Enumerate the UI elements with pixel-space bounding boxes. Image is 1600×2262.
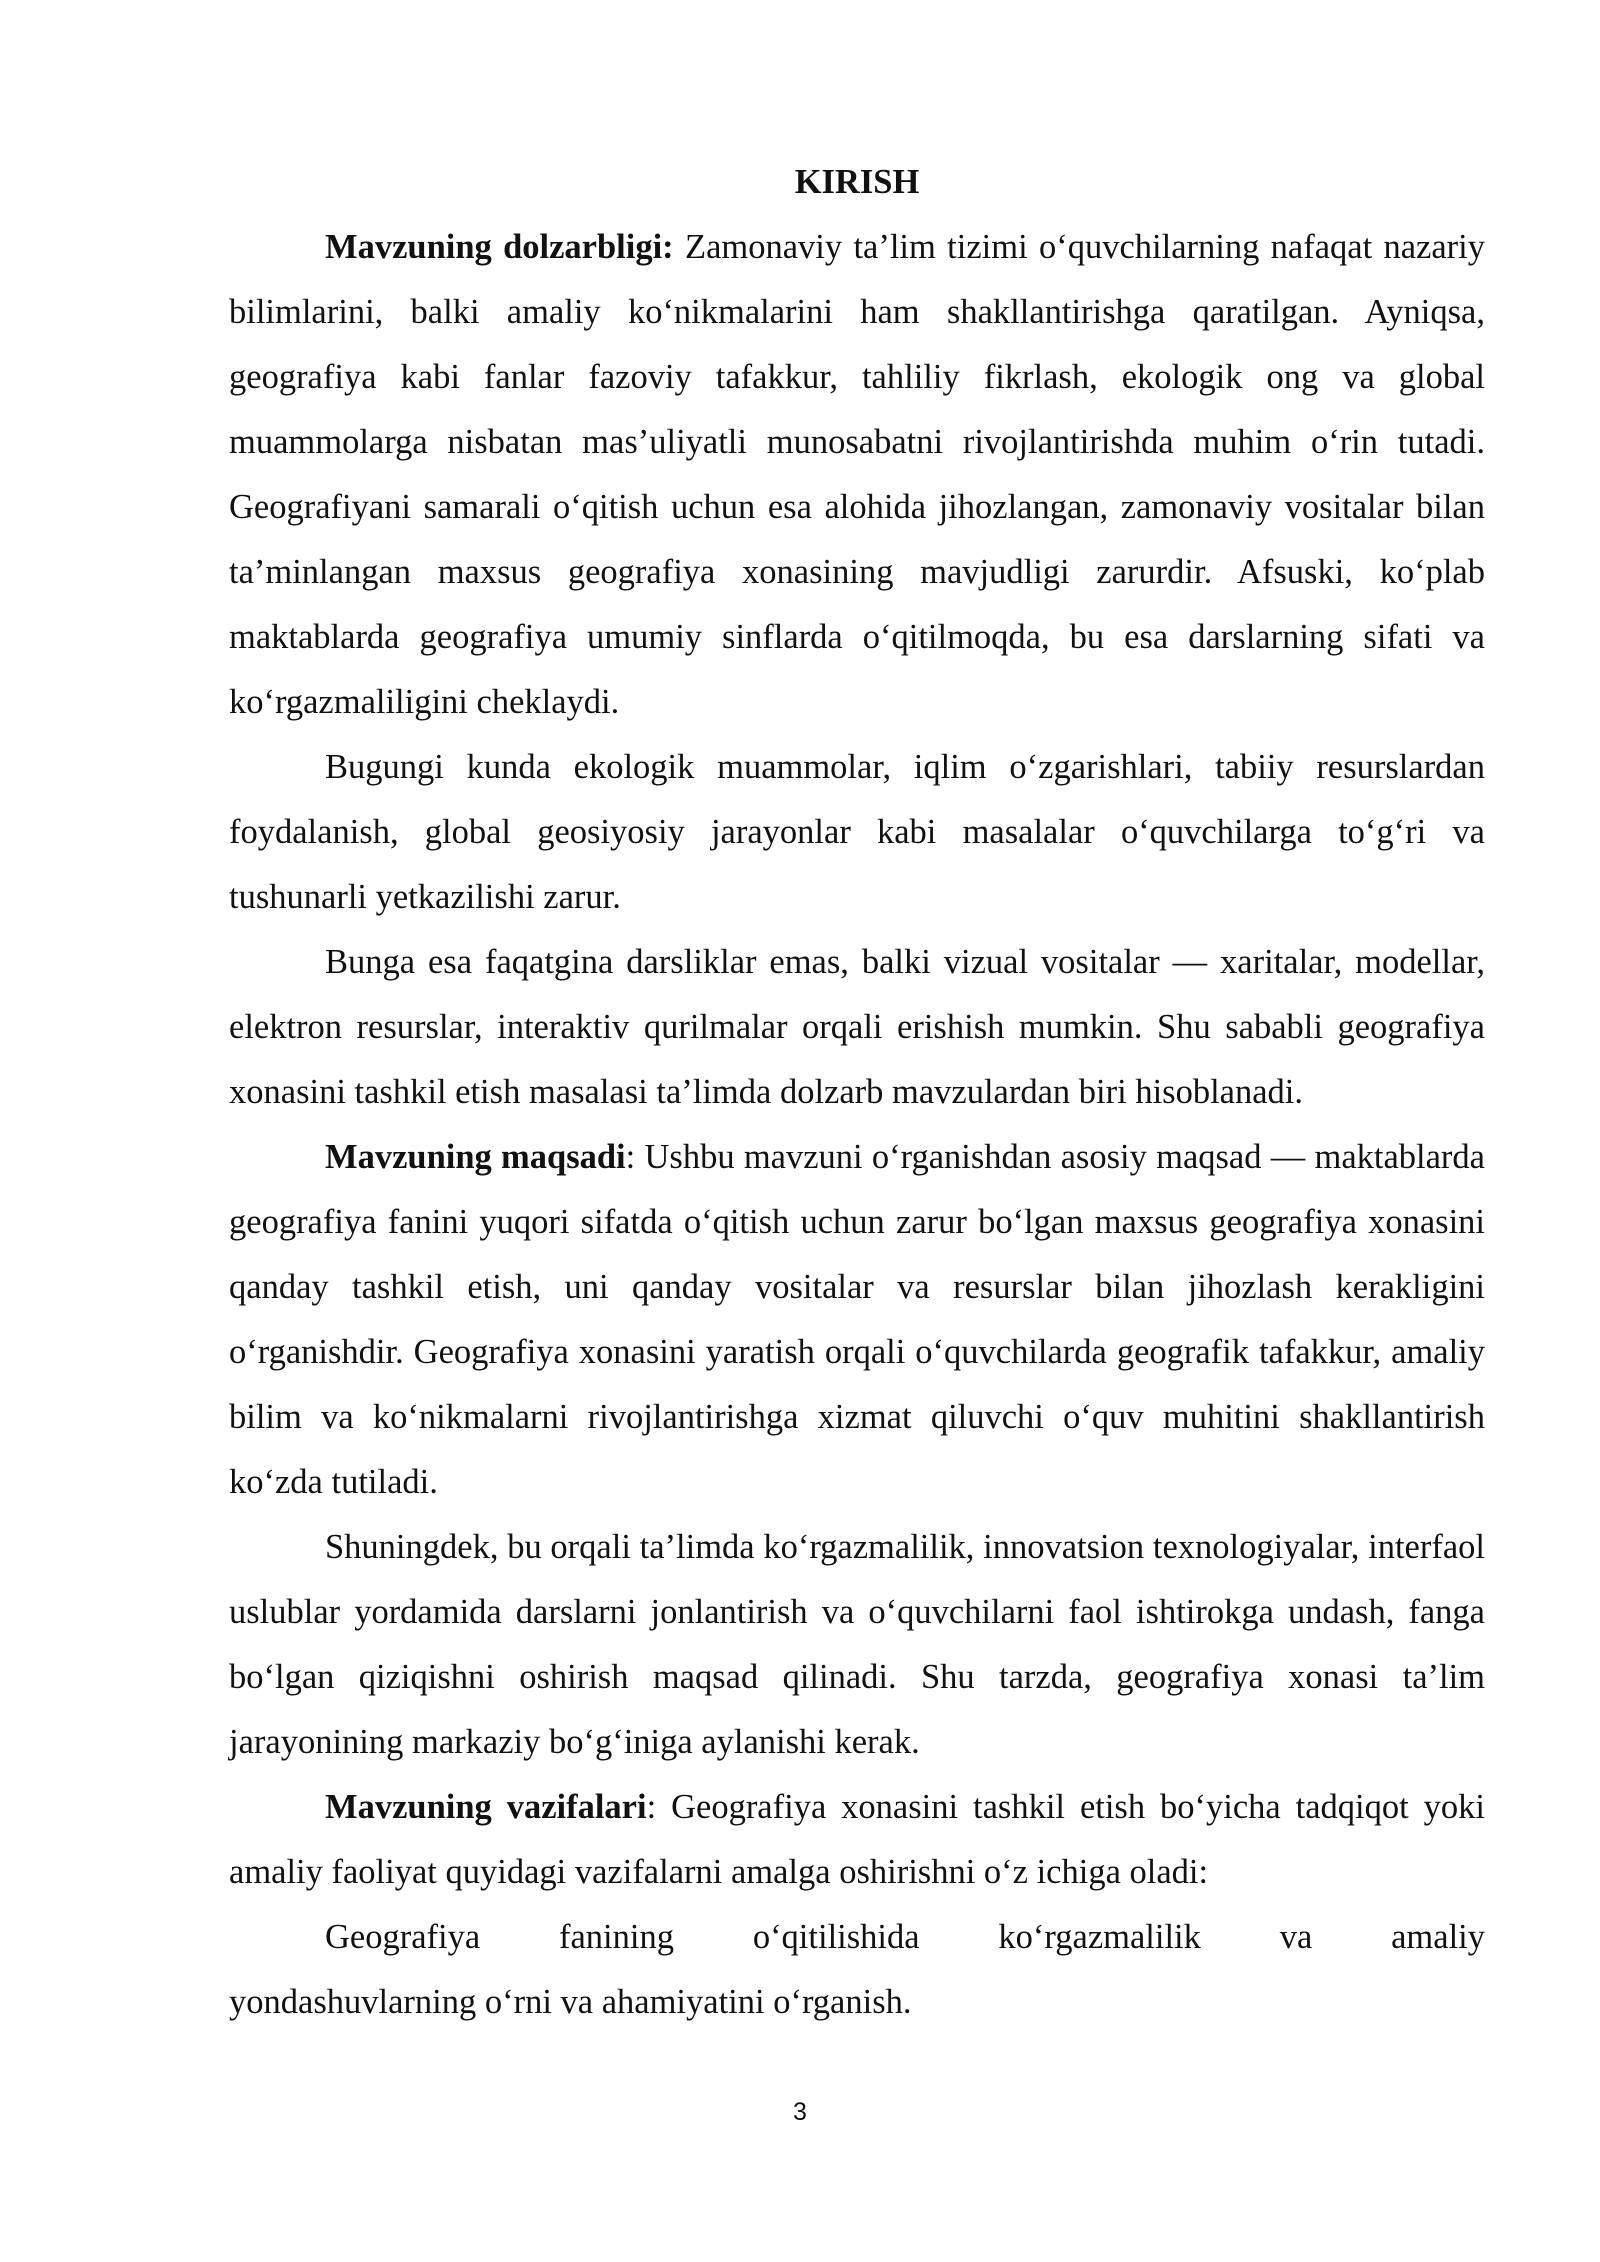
paragraph-lead: Mavzuning vazifalari (325, 1788, 647, 1826)
paragraph-text: Geografiya fanining o‘qitilishida ko‘rgazmalilik va amaliy (325, 1918, 1485, 1956)
paragraph-text: Bunga esa faqatgina darsliklar emas, balki vizual vositalar — xaritalar, modellar, elektron resurslar, interaktiv qurilmalar orqali erishish mumkin. Shu sababli geografiya xonasini tashkil etish masalasi ta’limda dolzarb mavzulardan biri hisoblanadi. (229, 943, 1485, 1111)
paragraph-text: Bugungi kunda ekologik muammolar, iqlim o‘zgarishlari, tabiiy resurslardan foydalanish, global geosiyosiy jarayonlar kabi masalalar o‘quvchilarga to‘g‘ri va tushunarli yetkazilishi zarur. (229, 748, 1485, 916)
paragraph-text: Shuningdek, bu orqali ta’limda ko‘rgazmalilik, innovatsion texnologiyalar, interfaol uslublar yordamida darslarni jonlantirish va o‘quvchilarni faol ishtirokga undash, fanga bo‘lgan qiziqishni oshirish maqsad qilinadi. Shu tarzda, geografiya xonasi ta’lim jarayonining markaziy bo‘g‘iniga aylanishi kerak. (229, 1528, 1485, 1761)
page-number: 3 (793, 2098, 807, 2126)
paragraph-task-item-line2: yondashuvlarning o‘rni va ahamiyatini o‘rganish. (229, 1983, 912, 2021)
paragraph-innovation (229, 1515, 1485, 1775)
document-body (229, 150, 1485, 2035)
paragraph-goal (229, 1125, 1485, 1515)
paragraph-ecology (229, 735, 1485, 930)
paragraph-text: : Geografiya xonasini tashkil etish bo‘yicha tadqiqot yoki amaliy faoliyat quyidagi vazifalarni amalga oshirishni o‘z ichiga oladi: (229, 1788, 1485, 1891)
paragraph-visual-tools (229, 930, 1485, 1125)
paragraph-text: Zamonaviy ta’lim tizimi o‘quvchilarning nafaqat nazariy bilimlarini, balki amaliy ko‘nikmalarini ham shakllantirishga qaratilgan. Ayniqsa, geografiya kabi fanlar fazoviy tafakkur, tahliliy fikrlash, ekologik ong va global muammolarga nisbatan mas’uliyatli munosabatni rivojlantirishda muhim o‘rin tutadi. Geografiyani samarali o‘qitish uchun esa alohida jihozlangan, zamonaviy vositalar bilan ta’minlangan maxsus geografiya xonasining mavjudligi zarurdir. Afsuski, ko‘plab maktablarda geografiya umumiy sinflarda o‘qitilmoqda, bu esa darslarning sifati va ko‘rgazmaliligini cheklaydi. (229, 228, 1486, 721)
paragraph-lead: Mavzuning dolzarbligi: (325, 228, 674, 266)
paragraph-relevance (229, 215, 1485, 735)
paragraph-task-item-line1 (229, 1905, 1485, 1970)
paragraph-lead: Mavzuning maqsadi (325, 1138, 626, 1176)
paragraph-tasks (229, 1775, 1485, 1905)
section-title: KIRISH (794, 163, 920, 201)
paragraph-text: : Ushbu mavzuni o‘rganishdan asosiy maqsad — maktablarda geografiya fanini yuqori sifatda o‘qitish uchun zarur bo‘lgan maxsus geografiya xonasini qanday tashkil etish, uni qanday vositalar va resurslar bilan jihozlash kerakligini o‘rganishdir. Geografiya xonasini yaratish orqali o‘quvchilarda geografik tafakkur, amaliy bilim va ko‘nikmalarni rivojlantirishga xizmat qiluvchi o‘quv muhitini shakllantirish ko‘zda tutiladi. (229, 1138, 1485, 1501)
